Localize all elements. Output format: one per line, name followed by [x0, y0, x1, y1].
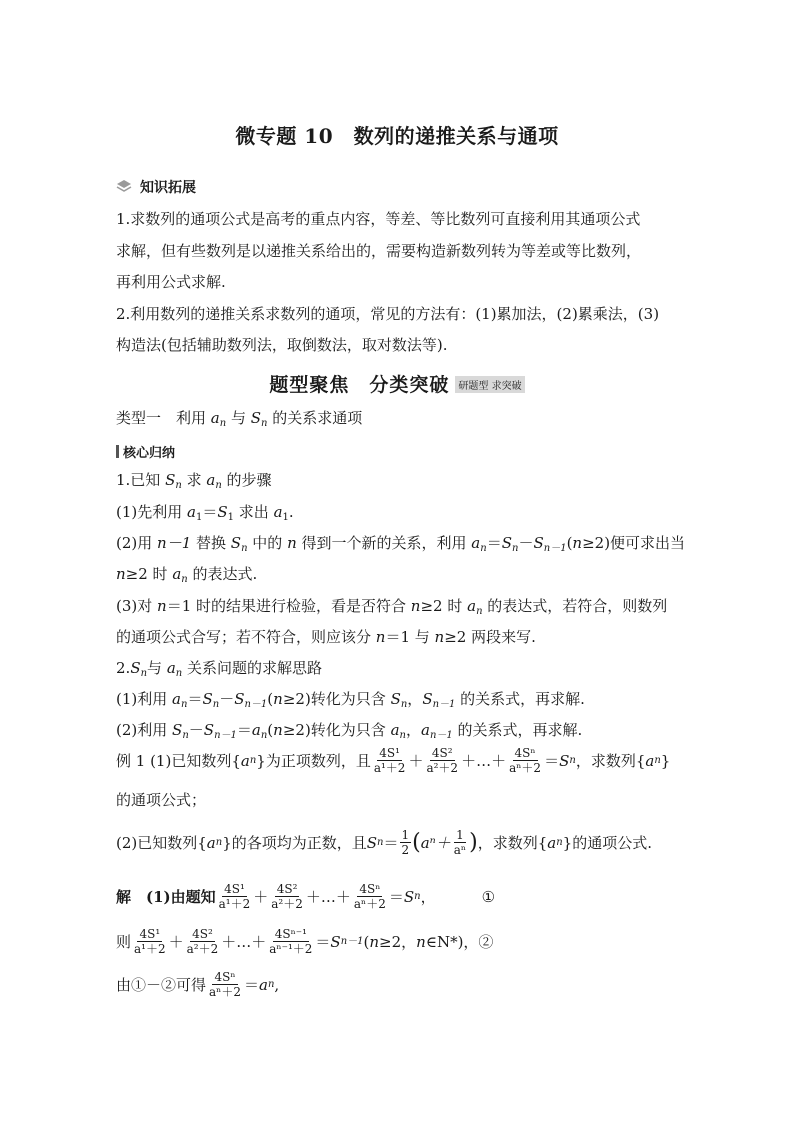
- section-knowledge-heading: [116, 177, 196, 197]
- fraction-term-2: $\frac{\text{4S²}}{\text{a²＋2}}$: [426, 746, 459, 775]
- core-bar-icon: [116, 445, 119, 458]
- sol-fraction-1: $\frac{\text{4S¹}}{\text{a¹＋2}}$: [218, 882, 251, 911]
- step-3-line-2: 的通项公式合写；若不符合，则应该分 n＝1 与 n≥2 两段来写.: [116, 628, 536, 646]
- banner-tag: 研题型 求突破: [455, 376, 524, 393]
- sol2-fraction-n-1: $\frac{\text{4Sⁿ⁻¹}}{\text{aⁿ⁻¹＋2}}$: [269, 927, 313, 956]
- knowledge-line-3: 再利用公式求解.: [116, 273, 226, 291]
- example-1-part-1-cont: 的通项公式；: [116, 791, 207, 809]
- solution-line-3: 由①－②可得 $\frac{\text{4Sⁿ}}{\text{aⁿ＋2}}$ ＝ a n ,: [116, 970, 280, 999]
- example-1-part-1: 例 1 (1)已知数列{ a n }为正项数列，且 $\frac{\text{4S¹}}{\text{a¹＋2}}$ ＋ $\frac{\text{4S²}}{\text{a²＋2}}$ ＋…＋ $\frac{\text{4Sⁿ}}{\text{aⁿ＋2}}$ ＝ S n ，求数列{ a n }: [116, 746, 671, 775]
- fraction-half: $\frac{1}{2}$: [401, 828, 410, 857]
- idea-2: (2)利用 $S_n-S_{n-1}=a_n(n\ge 2)$转化为只含 $a_n$，$a_{n-1}$ 的关系式，再求解.: [116, 721, 583, 741]
- type1-heading: 类型一 利用 $a_n$ 与 $S_n$ 的关系求通项: [116, 409, 363, 429]
- step-heading-1: 1.已知 $S_n$ 求 $a_n$ 的步骤: [116, 471, 272, 491]
- knowledge-line-5: 构造法(包括辅助数列法，取倒数法，取对数法等).: [116, 336, 448, 354]
- step-heading-2: $2.S_n$与 $a_n$ 关系问题的求解思路: [116, 659, 323, 679]
- knowledge-line-1: 1.求数列的通项公式是高考的重点内容，等差、等比数列可直接利用其通项公式: [116, 210, 641, 228]
- sol-fraction-n: $\frac{\text{4Sⁿ}}{\text{aⁿ＋2}}$: [353, 882, 386, 911]
- page-title: 微专题 10 数列的递推关系与通项: [235, 124, 559, 148]
- knowledge-line-4: 2.利用数列的递推关系求数列的通项，常见的方法有：(1)累加法，(2)累乘法，(3): [116, 305, 660, 323]
- knowledge-line-2: 求解，但有些数列是以递推关系给出的，需要构造新数列转为等差或等比数列，: [116, 242, 642, 260]
- step-3-line-1: (3)对 n＝1 时的结果进行检验，看是否符合 n≥2 时 $a_n$ 的表达式，若符合，则数列: [116, 597, 668, 617]
- equation-marker-1: ①: [481, 887, 496, 906]
- section-knowledge-label: 知识拓展: [140, 180, 196, 196]
- layers-icon: [116, 178, 132, 197]
- sol-fraction-2: $\frac{\text{4S²}}{\text{a²＋2}}$: [271, 882, 303, 911]
- step-2-line-2: n≥2 时 $a_n$ 的表达式.: [116, 565, 258, 585]
- sol2-fraction-1: $\frac{\text{4S¹}}{\text{a¹＋2}}$: [134, 927, 166, 956]
- fraction-inverse: $\frac{1}{\text{aⁿ}}$: [453, 828, 467, 857]
- section-banner: [0, 370, 794, 397]
- step-2-line-1: (2)用 n－1 替换 $S_n$ 中的 n 得到一个新的关系，利用 $a_n=S_n-S_{n-1}(n\ge 2)$便可求出当: [116, 534, 686, 554]
- fraction-term-1: $\frac{\text{4S¹}}{\text{a¹＋2}}$: [373, 746, 406, 775]
- solution-line-1: 解 (1)由题知 $\frac{\text{4S¹}}{\text{a¹＋2}}$ ＋ $\frac{\text{4S²}}{\text{a²＋2}}$ ＋…＋ $\frac{\text{4Sⁿ}}{\text{aⁿ＋2}}$ ＝ S n ， ①: [116, 882, 496, 911]
- fraction-term-n: $\frac{\text{4Sⁿ}}{\text{aⁿ＋2}}$: [509, 746, 542, 775]
- solution-line-2: 则 $\frac{\text{4S¹}}{\text{a¹＋2}}$ ＋ $\frac{\text{4S²}}{\text{a²＋2}}$ ＋…＋ $\frac{\text{4Sⁿ⁻¹}}{\text{aⁿ⁻¹＋2}}$ ＝ S n－1 ( n ≥2， n ∈N*)，②: [116, 927, 494, 956]
- step-1: (1)先利用 $a_1=S_1$ 求出 $a_1$.: [116, 503, 294, 523]
- sol3-fraction: $\frac{\text{4Sⁿ}}{\text{aⁿ＋2}}$: [209, 970, 241, 999]
- example-1-part-2: (2)已知数列{ a n }的各项均为正数，且 S n ＝ $\frac{1}{2}$ ( aⁿ＋ $\frac{1}{\text{aⁿ}}$ ) ，求数列{ a n }的通项公式.: [116, 828, 652, 857]
- core-summary-heading: 核心归纳: [116, 442, 175, 461]
- idea-1: (1)利用 $a_n=S_n-S_{n-1}(n\ge 2)$转化为只含 $S_n$，$S_{n-1}$ 的关系式，再求解.: [116, 690, 585, 710]
- banner-title: 题型聚焦 分类突破: [269, 374, 450, 396]
- sol2-fraction-2: $\frac{\text{4S²}}{\text{a²＋2}}$: [186, 927, 219, 956]
